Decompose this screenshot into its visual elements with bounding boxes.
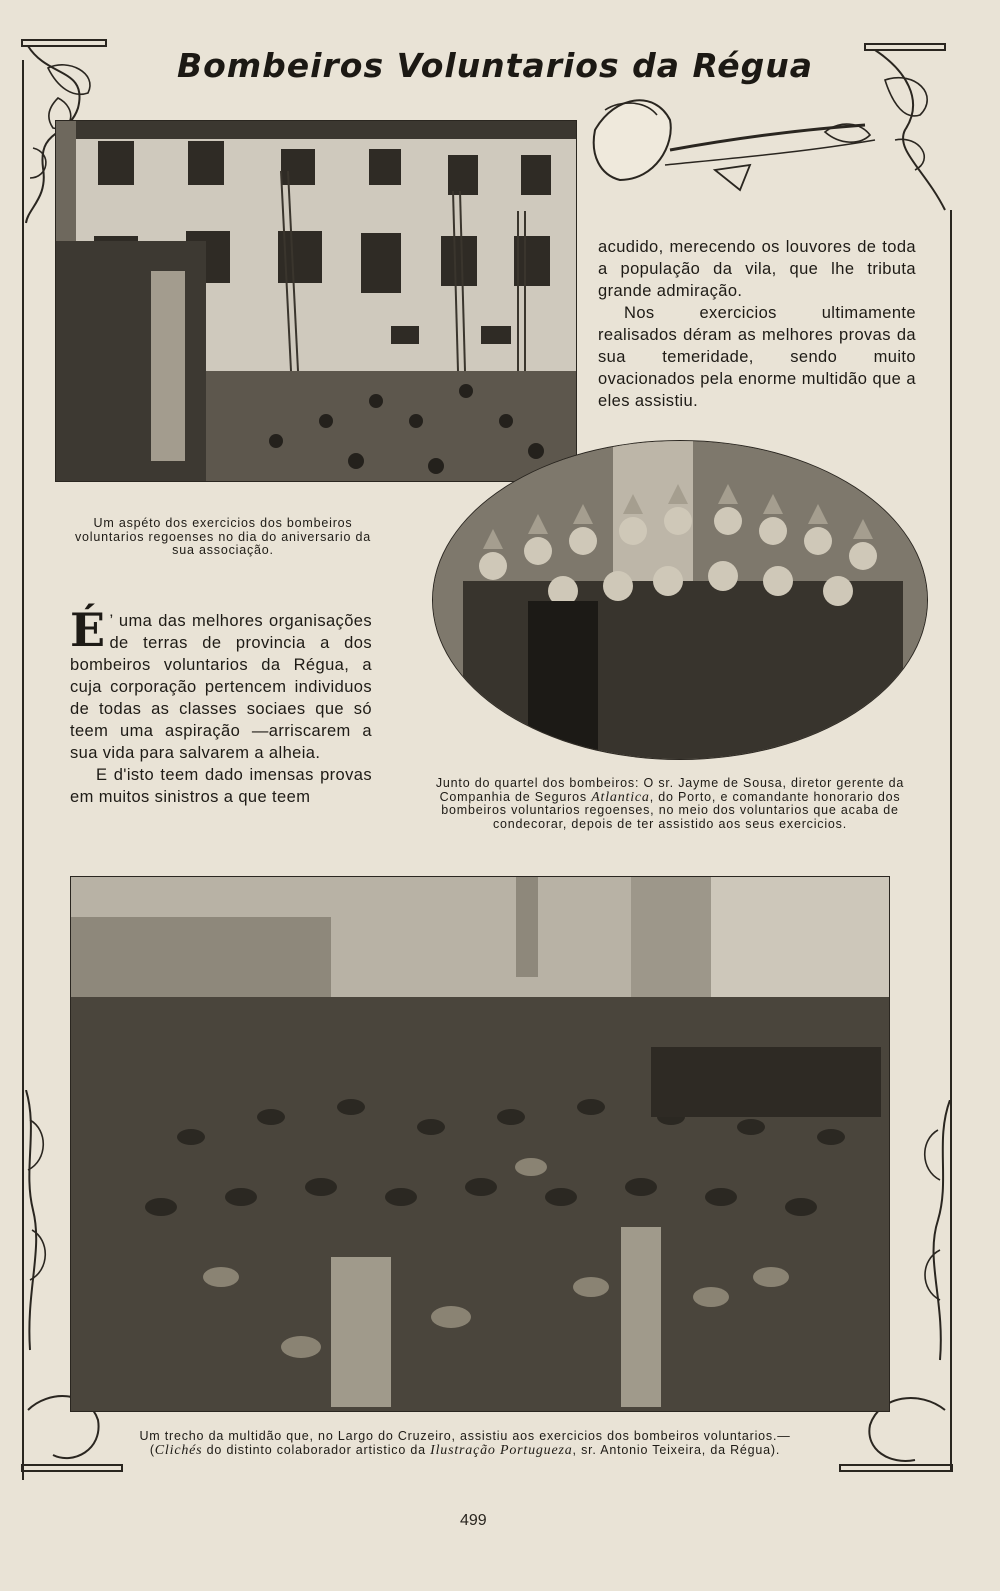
- left-text-paragraph-2: E d'isto teem dado imensas provas em muitos sinistros a que teem: [70, 766, 372, 806]
- photo3-caption-part-c: , sr. Antonio Teixeira, da Régua).: [572, 1442, 781, 1457]
- photo2-caption-italic: Atlantica: [591, 789, 650, 805]
- article-title: Bombeiros Voluntarios da Régua: [176, 46, 814, 85]
- page-number: 499: [460, 1512, 487, 1529]
- building-facade-exercise-photo: [55, 120, 577, 482]
- left-text-paragraph-1-body: ’ uma das melhores organisações de terras de provincia a dos bombeiros voluntarios da Régua, a cuja corporação pertencem individuos de todas as classes sociaes que só teem uma aspiração —arriscarem a sua vida para salvarem a alheia.: [70, 612, 372, 762]
- drop-cap-letter: É: [70, 603, 106, 657]
- left-text-paragraph-1: [70, 603, 372, 764]
- photo2-caption: [420, 777, 920, 831]
- photo3-caption: [115, 1430, 815, 1457]
- right-text-paragraph-1: acudido, merecendo os louvores de toda a população da vila, que lhe tributa grande admiração.: [598, 238, 916, 300]
- crowd-largo-do-cruzeiro-photo: [70, 876, 890, 1412]
- photo1-caption: Um aspéto dos exercicios dos bombeiros voluntarios regoenses no dia do aniversario da sua associação.: [75, 516, 371, 557]
- photo3-caption-part-b: do distinto colaborador artistico da: [202, 1442, 431, 1457]
- left-column-text: [70, 603, 372, 808]
- photo2-caption-part-a: Junto do quartel dos bombeiros: O sr. Jayme de Sousa, diretor gerente da Companhia de Seguros: [435, 776, 905, 804]
- photo3-caption-italic-1: Clichés: [154, 1442, 203, 1458]
- firemen-group-portrait-photo: [432, 440, 928, 760]
- right-column-text: [598, 236, 916, 412]
- photo3-caption-italic-2: Ilustração Portugueza: [430, 1442, 573, 1458]
- photo2-caption-part-b: , do Porto, e comandante honorario dos bombeiros voluntarios regoenses, no meio dos voluntarios que acaba de condecorar, depois de ter assistido aos seus exercicios.: [441, 789, 901, 831]
- photo3-caption-part-a: Um trecho da multidão que, no Largo do Cruzeiro, assistiu aos exercicios dos bombeiros voluntarios.—(: [139, 1429, 791, 1457]
- right-text-paragraph-2: Nos exercicios ultimamente realisados déram as melhores provas da sua temeridade, sendo muito ovacionados pela enorme multidão que a eles assistiu.: [598, 304, 916, 410]
